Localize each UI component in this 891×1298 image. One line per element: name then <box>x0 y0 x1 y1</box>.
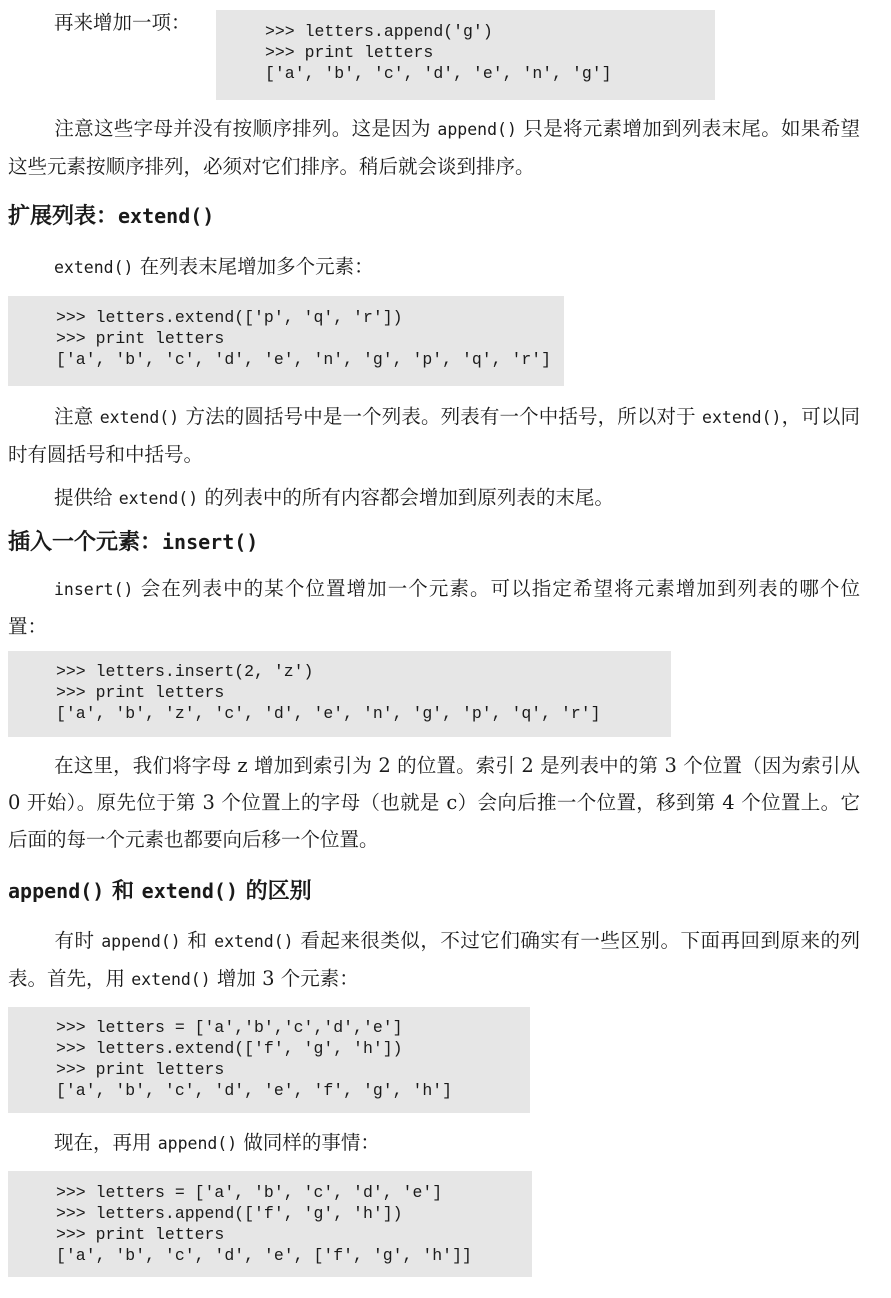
paragraph-insert-explain: 在这里，我们将字母 z 增加到索引为 2 的位置。索引 2 是列表中的第 3 个位置（因为索引从 0 开始）。原先位于第 3 个位置上的字母（也就是 c）会向后推一个位置，移到第 4 个位置上。它后面的每一个元素也都要向后移一个位置。 <box>8 754 860 851</box>
code-line: ['a', 'b', 'c', 'd', 'e', 'n', 'g'] <box>265 64 612 83</box>
code-block-extend-example <box>8 1007 530 1113</box>
paragraph-extend-desc: extend() 在列表末尾增加多个元素： <box>54 255 374 278</box>
inline-code: extend() <box>54 258 134 277</box>
code-line: >>> print letters <box>56 683 225 702</box>
code-line: >>> print letters <box>265 43 434 62</box>
code-line: >>> letters.insert(2, 'z') <box>56 662 314 681</box>
code-line: >>> letters.append(['f', 'g', 'h']) <box>56 1204 403 1223</box>
paragraph-difference-desc: 有时 append() 和 extend() 看起来很类似，不过它们确实有一些区别。下面再回到原来的列表。首先，用 extend() 增加 3 个元素： <box>8 929 860 990</box>
code-line: >>> letters = ['a','b','c','d','e'] <box>56 1018 403 1037</box>
code-line: >>> print letters <box>56 329 225 348</box>
code-block-insert <box>8 651 671 737</box>
paragraph-insert-desc: insert() 会在列表中的某个位置增加一个元素。可以指定希望将元素增加到列表的哪个位置： <box>8 577 860 638</box>
code-line: >>> print letters <box>56 1225 225 1244</box>
inline-code: extend() <box>99 408 180 427</box>
code-line: ['a', 'b', 'c', 'd', 'e', ['f', 'g', 'h']] <box>56 1246 472 1265</box>
inline-code: extend() <box>702 408 782 427</box>
code-line: >>> letters.append('g') <box>265 22 493 41</box>
code-line: >>> letters = ['a', 'b', 'c', 'd', 'e'] <box>56 1183 443 1202</box>
code-line: >>> letters.extend(['p', 'q', 'r']) <box>56 308 403 327</box>
section-heading-difference: append() 和 extend() 的区别 <box>8 879 312 904</box>
paragraph-now-append: 现在，再用 append() 做同样的事情： <box>54 1131 380 1154</box>
section-heading-insert: 插入一个元素：insert() <box>8 530 259 555</box>
code-line: >>> letters.extend(['f', 'g', 'h']) <box>56 1039 403 1058</box>
code-line: ['a', 'b', 'z', 'c', 'd', 'e', 'n', 'g', 'p', 'q', 'r'] <box>56 704 601 723</box>
code-block-append-example <box>8 1171 532 1277</box>
code-line: ['a', 'b', 'c', 'd', 'e', 'f', 'g', 'h'] <box>56 1081 453 1100</box>
inline-code: extend() <box>131 970 211 989</box>
code-line: >>> print letters <box>56 1060 225 1079</box>
inline-code: insert() <box>54 580 134 599</box>
code-line: ['a', 'b', 'c', 'd', 'e', 'n', 'g', 'p', 'q', 'r'] <box>56 350 552 369</box>
code-block-append <box>216 10 715 100</box>
inline-code: extend() <box>118 489 199 508</box>
code-block-extend <box>8 296 564 386</box>
intro-label: 再来增加一项： <box>54 11 191 34</box>
inline-code: append() <box>101 932 181 951</box>
inline-code: extend() <box>214 932 294 951</box>
paragraph-extend-note: 注意 extend() 方法的圆括号中是一个列表。列表有一个中括号，所以对于 extend()，可以同时有圆括号和中括号。 <box>8 405 860 466</box>
section-heading-extend: 扩展列表：extend() <box>8 204 215 229</box>
paragraph-append-order: 注意这些字母并没有按顺序排列。这是因为 append() 只是将元素增加到列表末尾。如果希望这些元素按顺序排列，必须对它们排序。稍后就会谈到排序。 <box>8 117 861 178</box>
paragraph-extend-note2: 提供给 extend() 的列表中的所有内容都会增加到原列表的末尾。 <box>54 486 614 509</box>
inline-code: append() <box>157 1134 238 1153</box>
inline-code: append() <box>437 120 517 139</box>
